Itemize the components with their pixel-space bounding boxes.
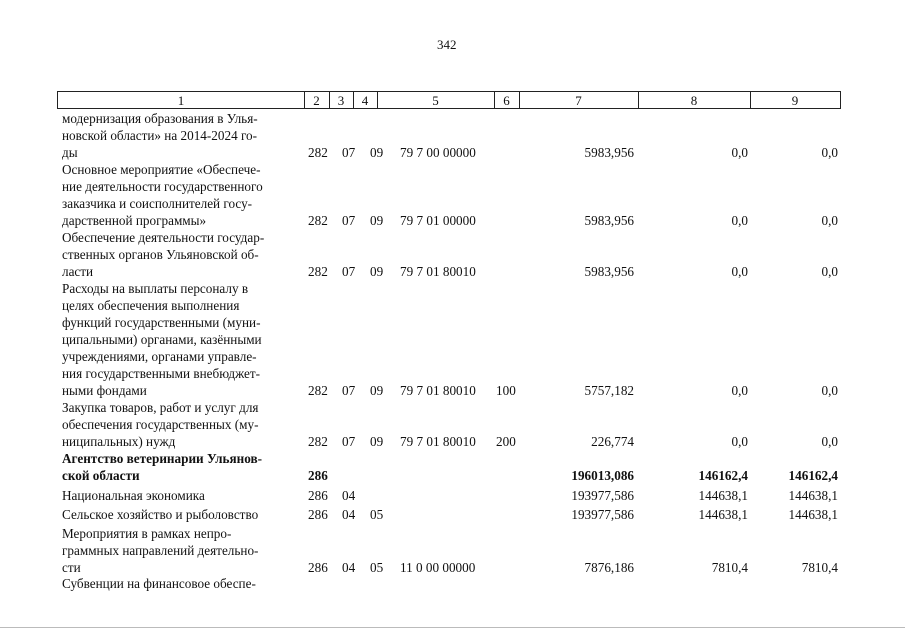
row-c8-value: 0,0 (731, 145, 748, 160)
row-c5-value: 79 7 01 80010 (400, 264, 476, 279)
row-description-line: обеспечения государственных (му- (62, 417, 259, 432)
row-c4-value: 09 (370, 383, 384, 398)
row-c2-value: 286 (308, 507, 328, 522)
header-col-1: 1 (58, 92, 305, 109)
row-c5-value: 79 7 00 00000 (400, 145, 476, 160)
row-c4-value: 09 (370, 213, 384, 228)
row-c9-value: 0,0 (821, 383, 838, 398)
header-col-7: 7 (519, 92, 639, 109)
row-description-line: ципальными) органами, казёнными (62, 332, 262, 347)
row-c9-value: 146162,4 (788, 468, 838, 483)
row-c7-value: 5983,956 (584, 213, 634, 228)
row-c4-value: 05 (370, 560, 384, 575)
row-c2-value: 286 (308, 560, 328, 575)
row-description-line: ласти (62, 264, 94, 279)
row-c8-value: 146162,4 (698, 468, 748, 483)
row-description-line: ние деятельности государственного (62, 179, 263, 194)
row-description-line: ской области (62, 468, 140, 483)
row-c2-value: 286 (308, 468, 328, 483)
page-number: 342 (437, 37, 457, 52)
row-c8-value: 0,0 (731, 434, 748, 449)
row-c2-value: 282 (308, 213, 328, 228)
row-c2-value: 282 (308, 145, 328, 160)
row-c2-value: 282 (308, 383, 328, 398)
row-c9-value: 7810,4 (801, 560, 838, 575)
row-c2-value: 286 (308, 488, 328, 503)
row-c8-value: 0,0 (731, 213, 748, 228)
row-c8-value: 0,0 (731, 383, 748, 398)
row-c9-value: 144638,1 (788, 507, 838, 522)
header-col-8: 8 (638, 92, 751, 109)
row-c7-value: 7876,186 (584, 560, 634, 575)
row-description-line: Закупка товаров, работ и услуг для (62, 400, 259, 415)
row-description-line: граммных направлений деятельно- (62, 543, 259, 558)
row-c9-value: 0,0 (821, 434, 838, 449)
row-c3-value: 07 (342, 213, 356, 228)
row-c5-value: 79 7 01 80010 (400, 434, 476, 449)
row-c8-value: 144638,1 (698, 488, 748, 503)
header-col-2: 2 (304, 92, 330, 109)
row-c3-value: 07 (342, 264, 356, 279)
row-description-line: целях обеспечения выполнения (62, 298, 240, 313)
row-description-line: ными фондами (62, 383, 147, 398)
row-c8-value: 144638,1 (698, 507, 748, 522)
row-description-line: Мероприятия в рамках непро- (62, 526, 232, 541)
row-description-line: сти (62, 560, 81, 575)
row-description-line: ниципальных) нужд (62, 434, 176, 449)
row-c9-value: 0,0 (821, 145, 838, 160)
row-c6-value: 200 (496, 434, 516, 449)
row-c3-value: 07 (342, 434, 356, 449)
scan-edge-line (0, 627, 905, 628)
header-col-5: 5 (377, 92, 495, 109)
row-c3-value: 07 (342, 383, 356, 398)
row-c4-value: 09 (370, 434, 384, 449)
row-description-line: ственных органов Ульяновской об- (62, 247, 259, 262)
header-col-9: 9 (791, 93, 799, 108)
row-description-line: Сельское хозяйство и рыболовство (62, 507, 259, 522)
row-c7-value: 5983,956 (584, 264, 634, 279)
row-description-line: учреждениями, органами управле- (62, 349, 257, 364)
row-c7-value: 5757,182 (584, 383, 634, 398)
row-c9-value: 0,0 (821, 264, 838, 279)
header-col-4: 4 (353, 92, 378, 109)
row-c7-value: 196013,086 (571, 468, 634, 483)
row-c7-value: 193977,586 (571, 507, 634, 522)
row-description-line: ния государственными внебюджет- (62, 366, 261, 381)
row-description-line: Основное мероприятие «Обеспече- (62, 162, 261, 177)
row-description-line: дарственной программы» (62, 213, 207, 228)
row-c7-value: 226,774 (591, 434, 634, 449)
row-c6-value: 100 (496, 383, 516, 398)
row-c3-value: 04 (342, 507, 356, 522)
row-c2-value: 282 (308, 264, 328, 279)
row-c7-value: 5983,956 (584, 145, 634, 160)
row-c8-value: 0,0 (731, 264, 748, 279)
row-c4-value: 05 (370, 507, 384, 522)
row-c5-value: 11 0 00 00000 (400, 560, 476, 575)
row-description-line: ды (62, 145, 78, 160)
row-c4-value: 09 (370, 264, 384, 279)
row-c9-value: 0,0 (821, 213, 838, 228)
row-description-line: модернизация образования в Улья- (62, 111, 258, 126)
row-c2-value: 282 (308, 434, 328, 449)
row-c3-value: 07 (342, 145, 356, 160)
row-description-line: Национальная экономика (62, 488, 205, 503)
row-description-line: Обеспечение деятельности государ- (62, 230, 265, 245)
row-c5-value: 79 7 01 80010 (400, 383, 476, 398)
row-description-line: Расходы на выплаты персоналу в (62, 281, 249, 296)
row-c8-value: 7810,4 (711, 560, 748, 575)
row-c5-value: 79 7 01 00000 (400, 213, 476, 228)
row-description-line: заказчика и соисполнителей госу- (62, 196, 253, 211)
row-c9-value: 144638,1 (788, 488, 838, 503)
row-c3-value: 04 (342, 488, 356, 503)
row-description-line: Агентство ветеринарии Ульянов- (62, 451, 263, 466)
row-c7-value: 193977,586 (571, 488, 634, 503)
header-col-6: 6 (494, 92, 520, 109)
header-col-3: 3 (329, 92, 354, 109)
row-c3-value: 04 (342, 560, 356, 575)
row-c4-value: 09 (370, 145, 384, 160)
row-description-line: Субвенции на финансовое обеспе- (62, 576, 256, 591)
row-description-line: функций государственными (муни- (62, 315, 261, 330)
row-description-line: новской области» на 2014-2024 го- (62, 128, 258, 143)
